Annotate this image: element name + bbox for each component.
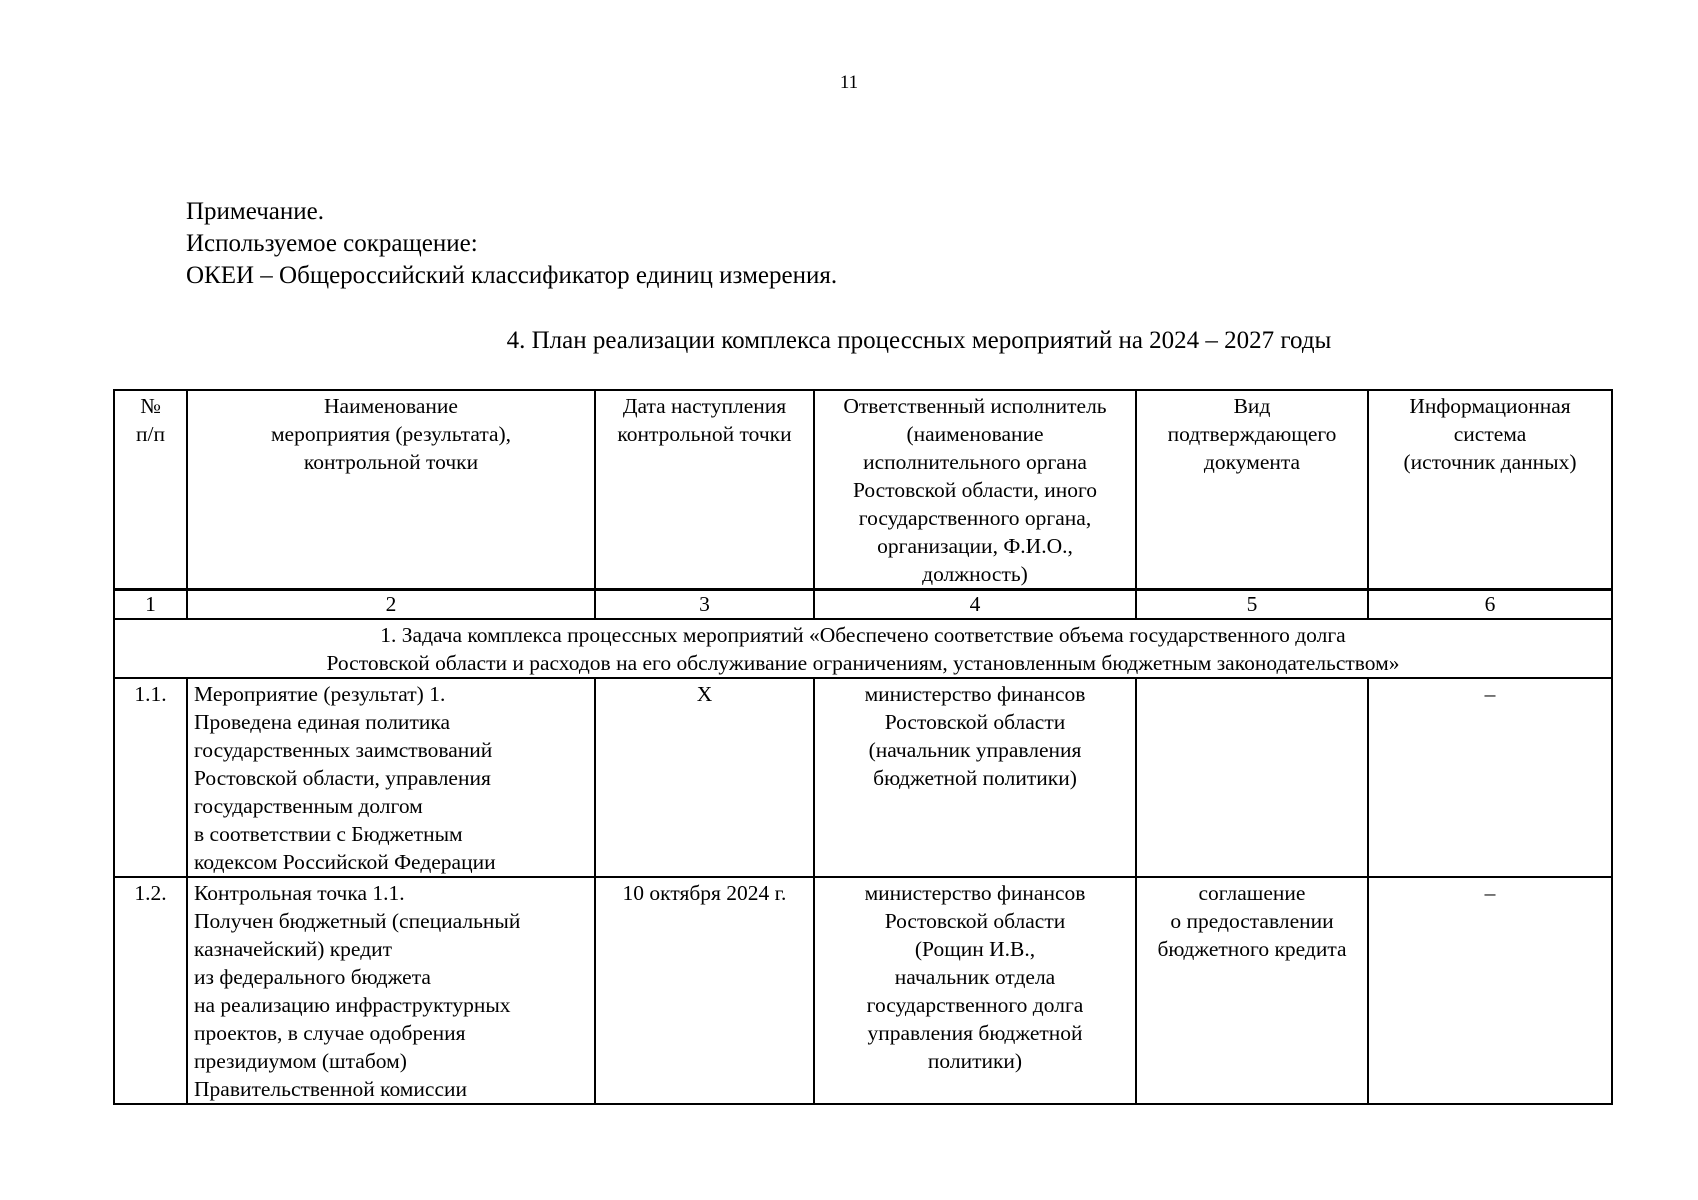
row-name-line: Контрольная точка 1.1.: [194, 881, 405, 905]
task-line: 1. Задача комплекса процессных мероприятий «Обеспечено соответствие объема государственного долга: [380, 623, 1346, 647]
header-cell-document: [1136, 390, 1368, 590]
row-responsible-line: Ростовской области: [884, 710, 1066, 734]
column-number-cell: 1: [114, 590, 187, 620]
page-number: 11: [839, 72, 859, 93]
header-line: Информационная: [1409, 394, 1571, 418]
row-number-cell: 1.1.: [114, 678, 187, 877]
header-line: Наименование: [324, 394, 458, 418]
header-line: контрольной точки: [303, 450, 479, 474]
row-number-cell: 1.2.: [114, 877, 187, 1104]
header-line: система: [1453, 422, 1527, 446]
row-date-cell: 10 октября 2024 г.: [595, 877, 814, 1104]
header-line: документа: [1203, 450, 1301, 474]
header-line: организации, Ф.И.О.,: [877, 534, 1073, 558]
plan-table: [113, 389, 1613, 1105]
column-number-cell: 2: [187, 590, 595, 620]
table-row: [114, 678, 1612, 877]
row-name-line: Получен бюджетный (специальный: [194, 909, 521, 933]
task-cell: [114, 619, 1612, 678]
row-responsible-line: министерство финансов: [864, 682, 1086, 706]
section-title: 4. План реализации комплекса процессных мероприятий на 2024 – 2027 годы: [506, 327, 1332, 354]
header-line: Дата наступления: [622, 394, 787, 418]
row-name-line: Мероприятие (результат) 1.: [194, 682, 446, 706]
row-responsible-line: (Рощин И.В.,: [914, 937, 1036, 961]
row-responsible-line: управления бюджетной: [867, 1021, 1083, 1045]
column-number-cell: 6: [1368, 590, 1612, 620]
header-line: должность): [922, 562, 1028, 586]
row-document-cell: [1136, 678, 1368, 877]
row-name-line: государственным долгом: [194, 794, 423, 818]
row-name-line: государственных заимствований: [194, 738, 493, 762]
row-responsible-line: начальник отдела: [894, 965, 1056, 989]
row-responsible-line: бюджетной политики): [873, 766, 1077, 790]
row-name-line: кодексом Российской Федерации: [194, 850, 496, 874]
row-name-line: проектов, в случае одобрения: [194, 1021, 466, 1045]
row-responsible-line: (начальник управления: [868, 738, 1082, 762]
header-line: №: [140, 394, 161, 418]
column-number-cell: 4: [814, 590, 1136, 620]
header-line: п/п: [136, 422, 165, 446]
row-name-line: Ростовской области, управления: [194, 766, 491, 790]
row-system-cell: –: [1368, 877, 1612, 1104]
header-cell-responsible: [814, 390, 1136, 590]
row-name-line: на реализацию инфраструктурных: [194, 993, 511, 1017]
note-abbreviation-definition: ОКЕИ – Общероссийский классификатор единиц измерения.: [186, 262, 838, 289]
header-cell-date: [595, 390, 814, 590]
header-line: Ответственный исполнитель: [843, 394, 1107, 418]
row-name-line: в соответствии с Бюджетным: [194, 822, 463, 846]
row-document-line: о предоставлении: [1170, 909, 1334, 933]
row-document-cell: [1136, 877, 1368, 1104]
row-responsible-line: министерство финансов: [864, 881, 1086, 905]
note-block: [186, 196, 837, 292]
row-responsible-cell: [814, 877, 1136, 1104]
header-row: [114, 390, 1612, 590]
column-number-cell: 5: [1136, 590, 1368, 620]
header-cell-number: [114, 390, 187, 590]
row-responsible-line: государственного долга: [866, 993, 1084, 1017]
header-line: контрольной точки: [617, 422, 792, 446]
row-name-cell: [187, 877, 595, 1104]
header-line: Вид: [1233, 394, 1271, 418]
row-name-cell: [187, 678, 595, 877]
row-responsible-cell: [814, 678, 1136, 877]
column-number-row: [114, 590, 1612, 620]
note-abbreviation-label: Используемое сокращение:: [186, 230, 478, 257]
column-number-cell: 3: [595, 590, 814, 620]
header-line: государственного органа,: [858, 506, 1092, 530]
header-line: мероприятия (результата),: [270, 422, 512, 446]
row-responsible-line: Ростовской области: [884, 909, 1066, 933]
row-name-line: казначейский) кредит: [194, 937, 393, 961]
row-responsible-line: политики): [927, 1049, 1023, 1073]
header-line: (наименование: [906, 422, 1044, 446]
row-system-cell: –: [1368, 678, 1612, 877]
task-line: Ростовской области и расходов на его обслуживание ограничениям, установленным бюджетным законодательством»: [326, 651, 1400, 675]
row-name-line: президиумом (штабом): [194, 1049, 407, 1073]
table-row: [114, 877, 1612, 1104]
header-cell-name: [187, 390, 595, 590]
header-line: подтверждающего: [1167, 422, 1337, 446]
row-name-line: из федерального бюджета: [194, 965, 431, 989]
row-document-line: соглашение: [1198, 881, 1306, 905]
task-row: [114, 619, 1612, 678]
header-cell-system: [1368, 390, 1612, 590]
header-line: (источник данных): [1403, 450, 1577, 474]
row-date-cell: Х: [595, 678, 814, 877]
row-name-line: Проведена единая политика: [194, 710, 451, 734]
note-heading: Примечание.: [186, 198, 325, 225]
row-name-line: Правительственной комиссии: [194, 1077, 468, 1101]
header-line: Ростовской области, иного: [852, 478, 1098, 502]
header-line: исполнительного органа: [863, 450, 1087, 474]
row-document-line: бюджетного кредита: [1157, 937, 1347, 961]
